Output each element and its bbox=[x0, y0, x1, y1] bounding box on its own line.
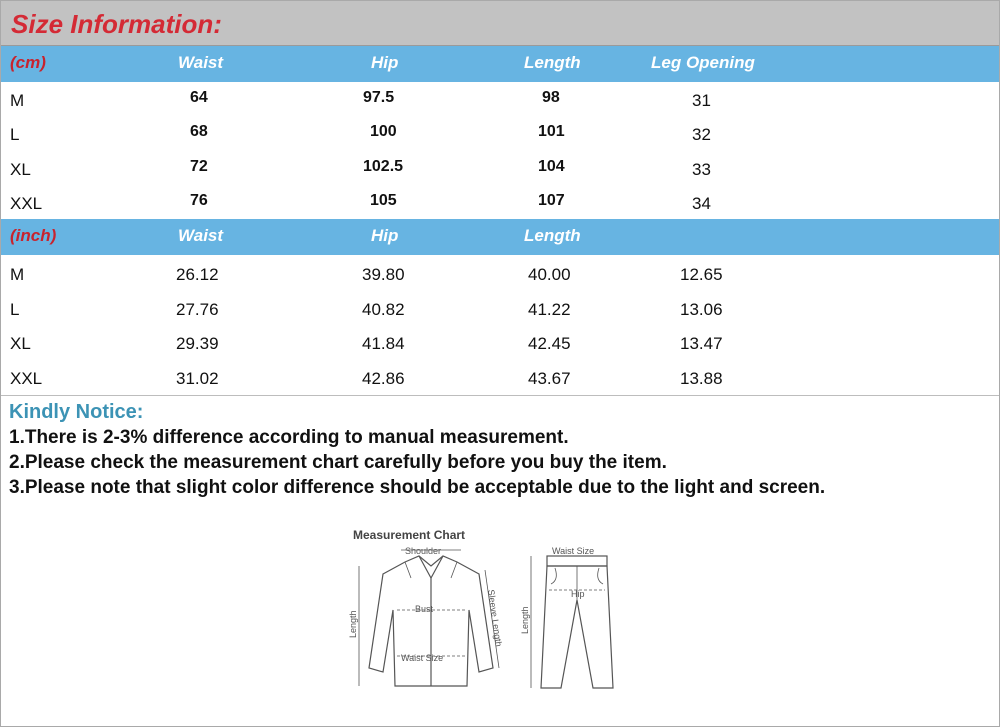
length-value: 98 bbox=[542, 89, 560, 106]
size-label: L bbox=[10, 125, 20, 144]
leg-opening-value: 31 bbox=[692, 91, 711, 110]
waist-value: 27.76 bbox=[176, 300, 219, 319]
shirt-shoulder-label: Shoulder bbox=[405, 546, 442, 556]
table-row bbox=[1, 327, 999, 361]
hip-value: 102.5 bbox=[363, 158, 404, 175]
length-value: 107 bbox=[538, 192, 565, 209]
shirt-bust-label: Bust bbox=[415, 604, 434, 614]
length-value: 101 bbox=[538, 123, 565, 140]
cm-header-row bbox=[1, 46, 999, 82]
waist-value: 29.39 bbox=[176, 334, 219, 353]
cm-unit-label: (cm) bbox=[10, 53, 46, 72]
shirt-length-label: Length bbox=[348, 610, 358, 638]
leg-opening-value: 33 bbox=[692, 160, 711, 179]
length-value: 40.00 bbox=[528, 265, 571, 284]
table-row bbox=[1, 118, 999, 152]
inch-header-row bbox=[1, 219, 999, 255]
leg-opening-value: 13.47 bbox=[680, 334, 723, 353]
notice-title: Kindly Notice: bbox=[9, 401, 144, 423]
hip-value: 97.5 bbox=[363, 89, 395, 106]
leg-opening-value: 13.06 bbox=[680, 300, 723, 319]
table-row bbox=[1, 153, 999, 187]
pants-diagram bbox=[531, 556, 613, 688]
notice-line: 1.There is 2-3% difference according to manual measurement. bbox=[9, 427, 569, 448]
notice-line: 2.Please check the measurement chart carefully before you buy the item. bbox=[9, 452, 667, 473]
page-title: Size Information: bbox=[11, 9, 222, 39]
size-label: M bbox=[10, 91, 25, 110]
measurement-chart-drawing bbox=[345, 518, 630, 706]
leg-opening-value: 13.88 bbox=[680, 369, 723, 388]
table-row bbox=[1, 258, 999, 292]
inch-header-hip: Hip bbox=[371, 226, 399, 245]
cm-header-leg-opening: Leg Opening bbox=[651, 53, 755, 72]
hip-value: 105 bbox=[370, 192, 397, 209]
length-value: 104 bbox=[538, 158, 565, 175]
measurement-chart-title: Measurement Chart bbox=[353, 528, 466, 542]
inch-header-length: Length bbox=[524, 226, 581, 245]
length-value: 41.22 bbox=[528, 300, 571, 319]
section-divider bbox=[1, 395, 999, 396]
hip-value: 42.86 bbox=[362, 369, 405, 388]
waist-value: 26.12 bbox=[176, 265, 219, 284]
size-label: L bbox=[10, 300, 20, 319]
table-row bbox=[1, 362, 999, 396]
size-label: XXL bbox=[10, 194, 43, 213]
pants-hip-label: Hip bbox=[571, 589, 585, 599]
notice-line: 3.Please note that slight color difference should be acceptable due to the light and screen. bbox=[9, 477, 826, 498]
size-label: XL bbox=[10, 160, 31, 179]
hip-value: 39.80 bbox=[362, 265, 405, 284]
size-label: XL bbox=[10, 334, 31, 353]
hip-value: 100 bbox=[370, 123, 397, 140]
length-value: 43.67 bbox=[528, 369, 571, 388]
measurement-chart bbox=[345, 518, 630, 706]
shirt-diagram bbox=[359, 550, 499, 686]
table-row bbox=[1, 187, 999, 221]
table-row bbox=[1, 293, 999, 327]
waist-value: 68 bbox=[190, 123, 208, 140]
cm-header-length: Length bbox=[524, 53, 581, 72]
leg-opening-value: 12.65 bbox=[680, 265, 723, 284]
title-bar bbox=[1, 1, 999, 46]
waist-value: 31.02 bbox=[176, 369, 219, 388]
cm-header-waist: Waist bbox=[178, 53, 224, 72]
waist-value: 76 bbox=[190, 192, 208, 209]
inch-header-waist: Waist bbox=[178, 226, 224, 245]
inch-unit-label: (inch) bbox=[10, 226, 57, 245]
leg-opening-value: 32 bbox=[692, 125, 711, 144]
cm-header-hip: Hip bbox=[371, 53, 399, 72]
pants-waist-label: Waist Size bbox=[552, 546, 595, 556]
table-row bbox=[1, 84, 999, 118]
size-label: XXL bbox=[10, 369, 43, 388]
size-label: M bbox=[10, 265, 25, 284]
shirt-sleeve-label: Sleeve Length bbox=[486, 588, 504, 648]
hip-value: 40.82 bbox=[362, 300, 405, 319]
shirt-waist-label: Waist Size bbox=[401, 653, 444, 663]
pants-length-label: Length bbox=[520, 606, 530, 634]
hip-value: 41.84 bbox=[362, 334, 405, 353]
leg-opening-value: 34 bbox=[692, 194, 711, 213]
waist-value: 72 bbox=[190, 158, 208, 175]
waist-value: 64 bbox=[190, 89, 208, 106]
length-value: 42.45 bbox=[528, 334, 571, 353]
kindly-notice bbox=[9, 401, 984, 502]
